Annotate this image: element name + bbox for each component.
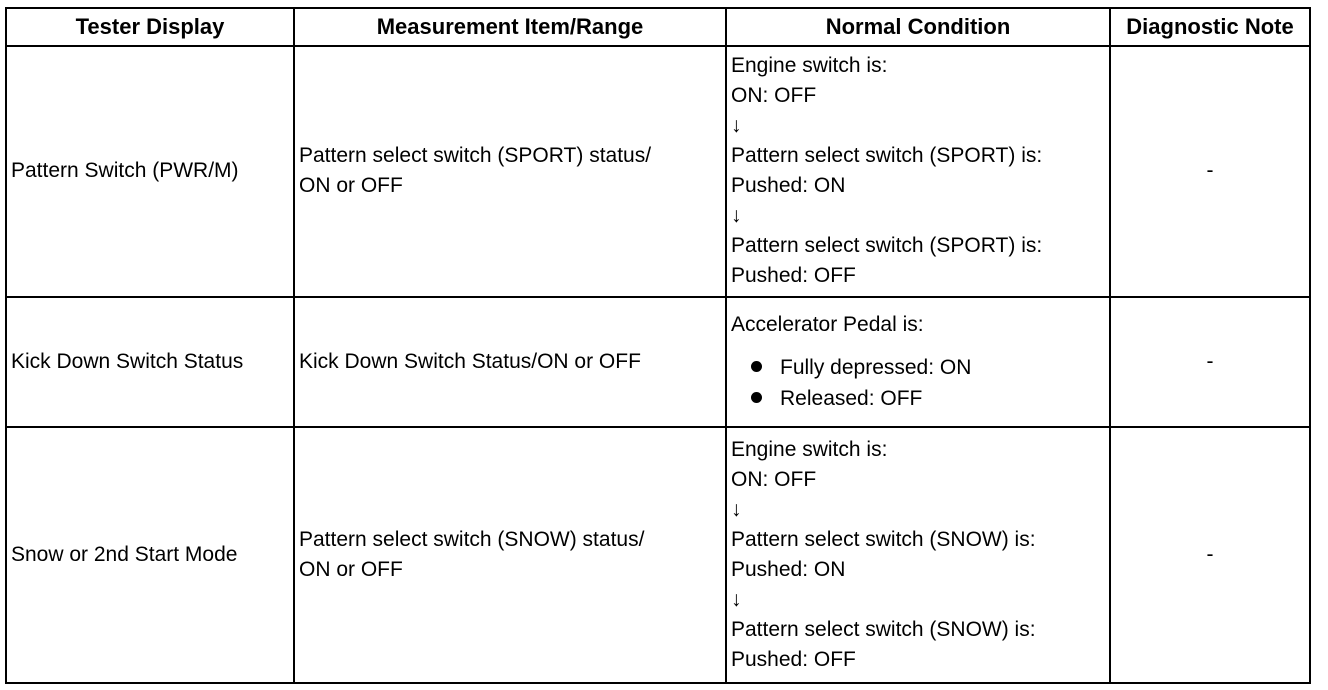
diagnostic-data-table <box>5 7 1311 684</box>
list-item <box>751 383 1105 414</box>
normal-condition-cell <box>726 46 1110 297</box>
condition-line: Pattern select switch (SNOW) is: <box>731 528 1036 552</box>
bullet-icon <box>751 392 762 403</box>
condition-line: ON: OFF <box>731 84 817 108</box>
condition-line: Pushed: ON <box>731 174 846 198</box>
down-arrow-icon: ↓ <box>731 114 742 138</box>
condition-title: Accelerator Pedal is: <box>731 312 924 336</box>
measurement-line: Pattern select switch (SPORT) status/ <box>299 144 652 168</box>
header-tester-display: Tester Display <box>6 8 294 46</box>
tester-display-cell: Pattern Switch (PWR/M) <box>6 46 294 297</box>
condition-line: Engine switch is: <box>731 54 888 78</box>
bullet-text: Fully depressed: ON <box>780 355 972 379</box>
down-arrow-icon: ↓ <box>731 204 742 228</box>
condition-line: Pushed: OFF <box>731 648 856 672</box>
measurement-cell <box>294 46 726 297</box>
down-arrow-icon: ↓ <box>731 498 742 522</box>
condition-line: ON: OFF <box>731 468 817 492</box>
measurement-line: ON or OFF <box>299 558 403 582</box>
bullet-text: Released: OFF <box>780 386 923 410</box>
table-header-row <box>6 8 1310 46</box>
diagnostic-note-cell: - <box>1110 297 1310 428</box>
condition-line: Pattern select switch (SPORT) is: <box>731 234 1043 258</box>
diagnostic-note-cell: - <box>1110 427 1310 683</box>
tester-display-cell: Kick Down Switch Status <box>6 297 294 428</box>
condition-line: Pushed: ON <box>731 558 846 582</box>
normal-condition-cell <box>726 297 1110 428</box>
tester-display-cell: Snow or 2nd Start Mode <box>6 427 294 683</box>
bullet-icon <box>751 361 762 372</box>
list-item <box>751 352 1105 383</box>
table-row <box>6 427 1310 683</box>
diagnostic-note-cell: - <box>1110 46 1310 297</box>
table-row <box>6 46 1310 297</box>
measurement-cell <box>294 297 726 428</box>
condition-line: Pushed: OFF <box>731 264 856 288</box>
table-row <box>6 297 1310 428</box>
normal-condition-cell <box>726 427 1110 683</box>
down-arrow-icon: ↓ <box>731 588 742 612</box>
measurement-line: Pattern select switch (SNOW) status/ <box>299 528 645 552</box>
measurement-line: ON or OFF <box>299 174 403 198</box>
header-measurement-item-range: Measurement Item/Range <box>294 8 726 46</box>
condition-bullet-list <box>731 352 1105 414</box>
header-normal-condition: Normal Condition <box>726 8 1110 46</box>
measurement-line: Kick Down Switch Status/ON or OFF <box>299 349 641 373</box>
measurement-cell <box>294 427 726 683</box>
condition-line: Engine switch is: <box>731 438 888 462</box>
condition-line: Pattern select switch (SNOW) is: <box>731 618 1036 642</box>
header-diagnostic-note: Diagnostic Note <box>1110 8 1310 46</box>
condition-line: Pattern select switch (SPORT) is: <box>731 144 1043 168</box>
